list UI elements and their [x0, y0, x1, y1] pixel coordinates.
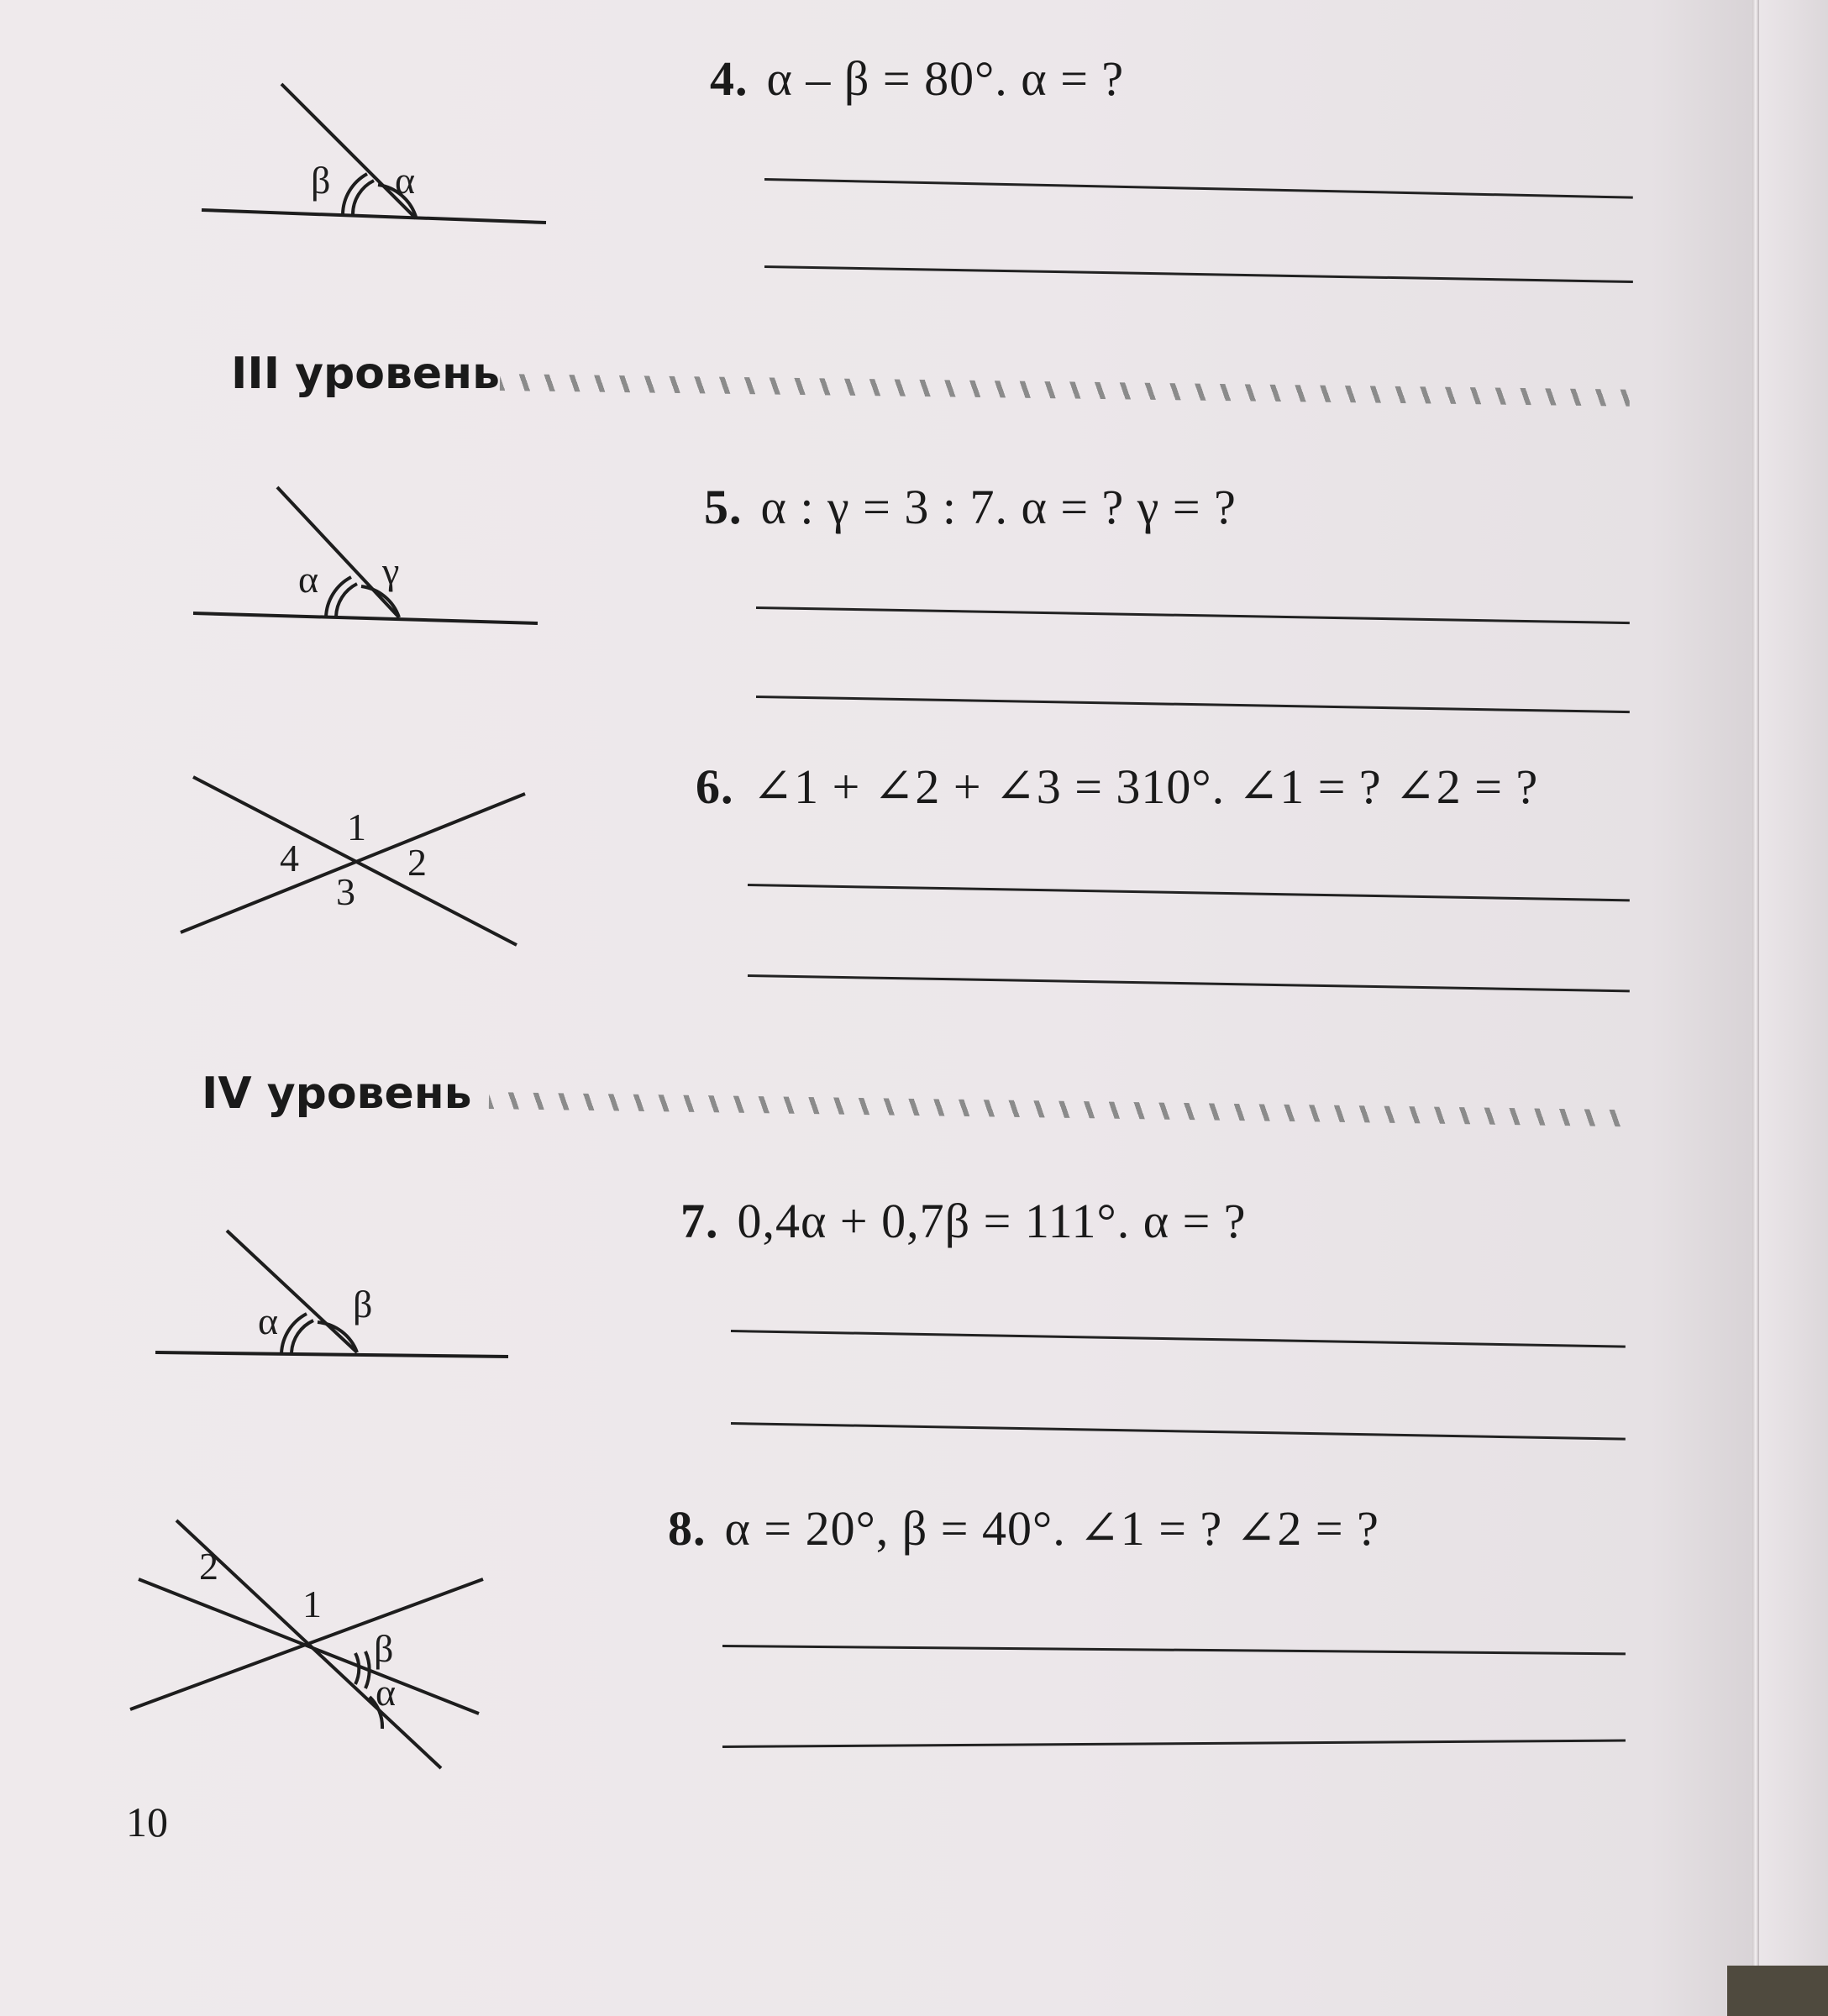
- label-beta: β: [374, 1627, 394, 1670]
- label-beta: β: [353, 1283, 373, 1326]
- problem-number: 4.: [710, 51, 749, 106]
- problem-text: α = 20°, β = 40°. ∠1 = ? ∠2 = ?: [724, 1501, 1379, 1556]
- table-corner: [1727, 1966, 1828, 2016]
- label-alpha: α: [258, 1299, 279, 1342]
- level-iii-heading: III уровень: [231, 349, 500, 399]
- problem-6: [696, 758, 1538, 815]
- label-alpha: α: [298, 558, 319, 601]
- problem-number: 8.: [668, 1501, 707, 1556]
- problem-8: [668, 1499, 1379, 1557]
- figure-adjacent-angles-4: [202, 76, 790, 328]
- level-iv-heading: IV уровень: [202, 1068, 472, 1119]
- label-2: 2: [199, 1545, 218, 1588]
- label-beta: β: [311, 159, 331, 202]
- problem-text: α : γ = 3 : 7. α = ? γ = ?: [760, 480, 1237, 534]
- figure-adjacent-angles-7: [155, 1226, 743, 1478]
- problem-5: [704, 479, 1237, 535]
- label-4: 4: [280, 837, 299, 879]
- next-page-edge: [1759, 0, 1828, 2016]
- problem-text: α – β = 80°. α = ?: [766, 51, 1125, 106]
- problem-text: ∠1 + ∠2 + ∠3 = 310°. ∠1 = ? ∠2 = ?: [752, 759, 1539, 814]
- label-alpha: α: [376, 1671, 397, 1714]
- label-alpha: α: [395, 159, 416, 202]
- page-number: 10: [126, 1798, 168, 1845]
- problem-7: [680, 1193, 1247, 1249]
- figure-three-lines-8: [130, 1512, 718, 1848]
- problem-number: 6.: [696, 759, 734, 814]
- problem-text: 0,4α + 0,7β = 111°. α = ?: [737, 1194, 1247, 1248]
- figure-adjacent-angles-5: [193, 479, 781, 731]
- label-3: 3: [336, 870, 355, 913]
- book-spine: [1752, 0, 1759, 2016]
- problem-number: 7.: [680, 1194, 719, 1248]
- label-1: 1: [302, 1583, 322, 1625]
- figure-intersecting-lines-6: [181, 773, 769, 1025]
- label-1: 1: [347, 806, 366, 848]
- problem-number: 5.: [704, 480, 743, 534]
- label-2: 2: [407, 841, 427, 884]
- label-gamma: γ: [382, 549, 400, 592]
